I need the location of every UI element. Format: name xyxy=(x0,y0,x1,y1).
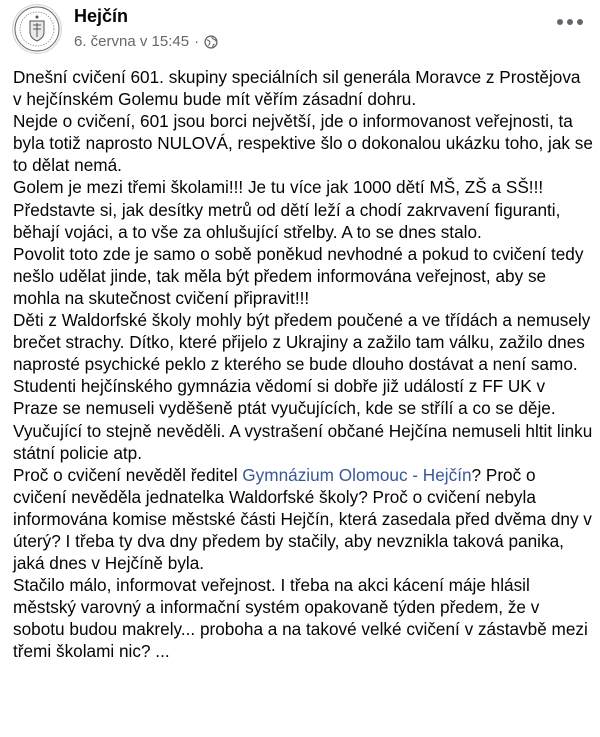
post-meta xyxy=(74,33,218,50)
page-avatar[interactable] xyxy=(12,4,62,54)
post-paragraph: Dnešní cvičení 601. skupiny speciálních sil generála Moravce z Prostějova v hejčínském Golemu bude mít věřím zásadní dohru. xyxy=(13,67,581,110)
post-paragraph: Povolit toto zde je samo o sobě poněkud nevhodné a pokud to cvičení tedy nešlo udělat jinde, tak měla být předem informována veřejnost, aby se mohla na skutečnost cvičení připravit!!! xyxy=(13,243,584,308)
post-paragraph: Nejde o cvičení, 601 jsou borci největší, jde o informovanost veřejnosti, ta byla totiž naprosto NULOVÁ, respektive šlo o dokonalou ukázku toho, jak se to dělat nemá. xyxy=(13,111,593,176)
post-paragraph: Děti z Waldorfské školy mohly být předem poučené a ve třídách a nemusely brečet strachy. Dítko, které přijelo z Ukrajiny a zažilo tam válku, zažilo dnes naprosté psychické peklo z kterého se bude dlouho dostávat a není samo. Studenti hejčínského gymnázia vědomí si dobře již událostí z FF UK v Praze se nemuseli vyděšeně ptát vyučujících, kde se střílí a co se děje. Vyučující to stejně nevěděli. A vystrašení občané Hejčína nemuseli hltit linku státní policie atp. xyxy=(13,310,593,463)
more-dots-icon xyxy=(557,19,563,25)
post-body xyxy=(13,66,593,663)
crest-icon xyxy=(13,5,61,53)
page-name-link[interactable]: Hejčín xyxy=(74,6,129,26)
paragraph-text: Proč o cvičení nevěděl ředitel xyxy=(13,464,243,485)
post-paragraph: Stačilo málo, informovat veřejnost. I třeba na akci kácení máje hlásil městský varovný a informační systém opakovaně týden předem, že v sobotu budou makrely... proboha a na takové velké cvičení v zástavbě mezi třemi školami nic? ... xyxy=(13,575,588,662)
post-paragraph: Golem je mezi třemi školami!!! Je tu více jak 1000 dětí MŠ, ZŠ a SŠ!!! Představte si, jak desítky metrů od dětí leží a chodí zakrvavení figuranti, běhají vojáci, a to vše za ohlušující střelby. A to se dnes stalo. xyxy=(13,177,561,242)
post-paragraph xyxy=(13,464,593,574)
paragraph-text: ? Proč o cvičení nevěděla jednatelka Waldorfské školy? Proč o cvičení nebyla informována komise městské části Hejčín, která zasedala před dvěma dny v úterý? I třeba ty dva dny předem by stačily, aby nevznikla taková panika, jaká dnes v Hejčíně byla. xyxy=(13,464,592,574)
meta-separator: · xyxy=(194,33,200,50)
more-options-button[interactable] xyxy=(552,10,588,34)
post-header xyxy=(12,0,588,60)
globe-icon xyxy=(204,35,218,49)
post-timestamp[interactable]: 6. června v 15:45 xyxy=(74,33,190,50)
tagged-page-link[interactable]: Gymnázium Olomouc - Hejčín xyxy=(242,464,472,485)
